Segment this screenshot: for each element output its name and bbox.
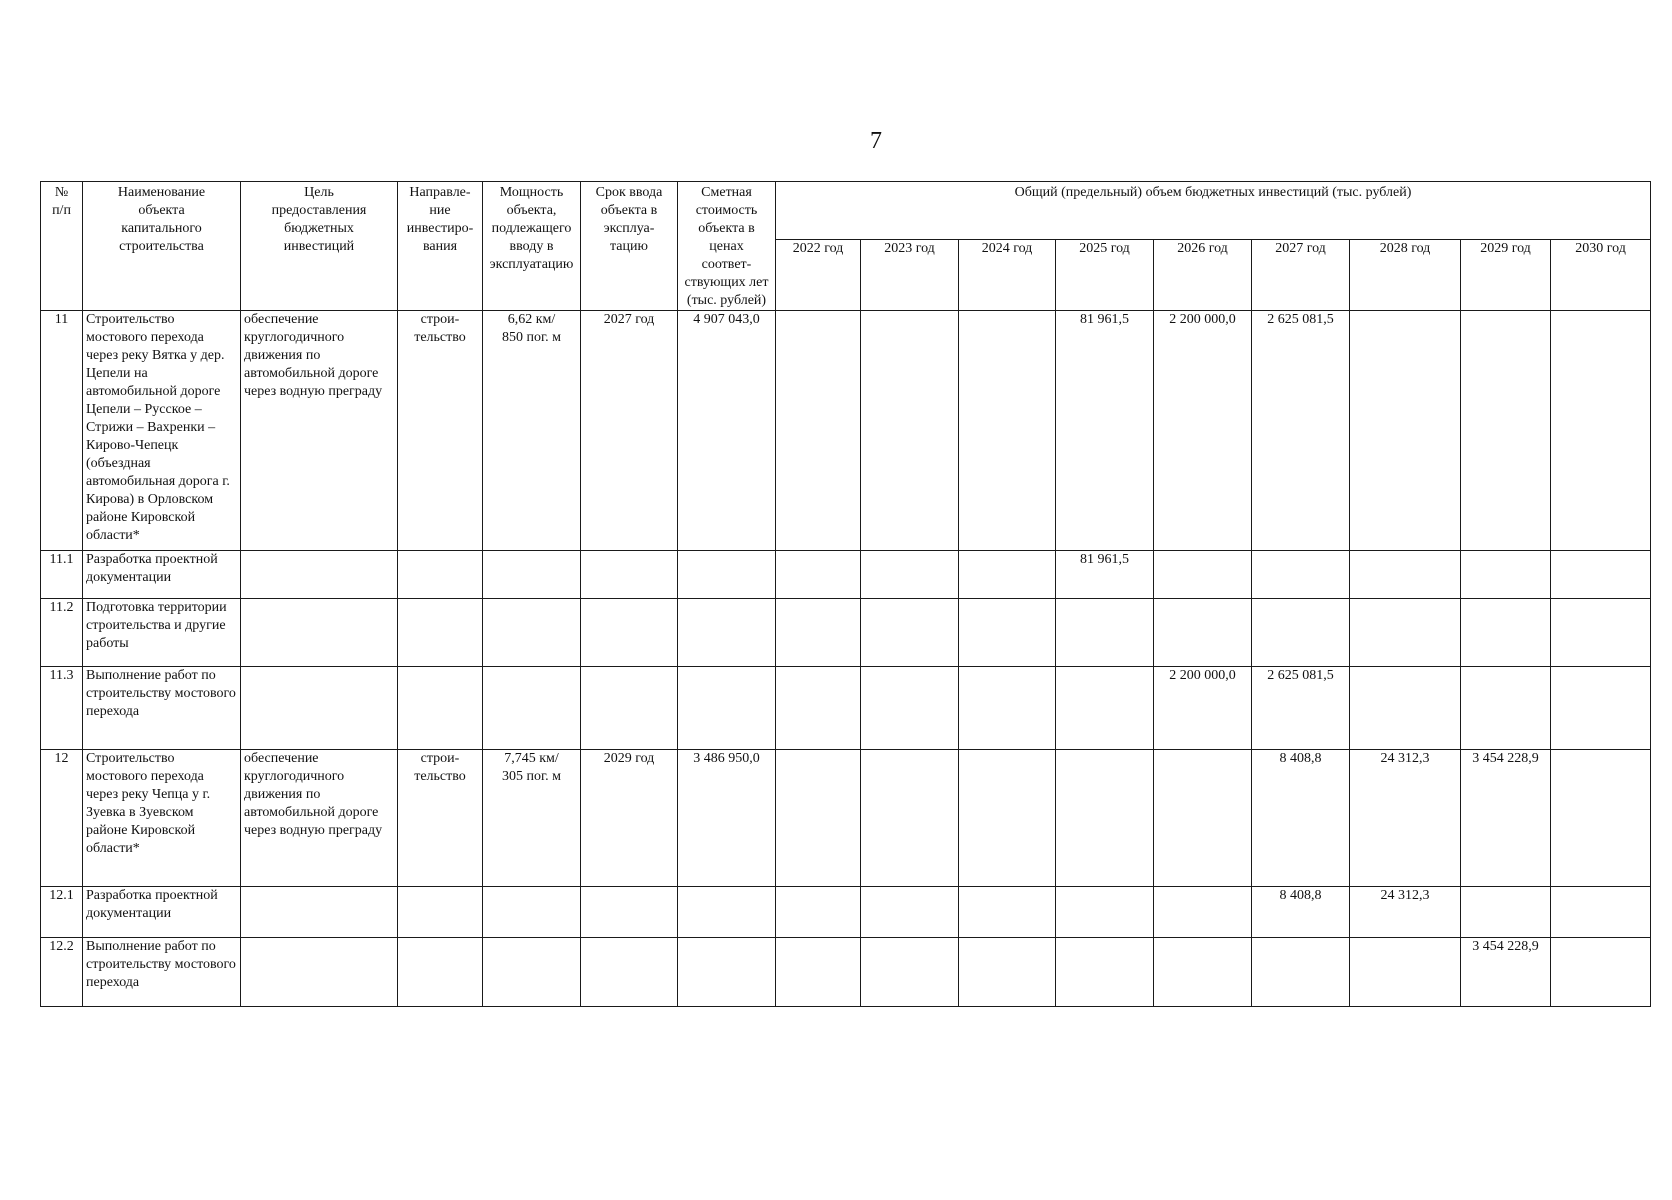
cell-year-amount [861, 938, 959, 1007]
cell-year-amount [1252, 551, 1350, 599]
cell-estimated-cost: 3 486 950,0 [678, 750, 776, 887]
cell-investment-direction [398, 938, 483, 1007]
cell-year-amount [1154, 938, 1252, 1007]
cell-year-amount [1350, 551, 1461, 599]
table-row [41, 887, 1651, 938]
header-year: 2026 год [1154, 240, 1252, 311]
cell-investment-goal [241, 667, 398, 750]
cell-investment-direction [398, 887, 483, 938]
cell-year-amount [1056, 887, 1154, 938]
cell-year-amount: 8 408,8 [1252, 887, 1350, 938]
table-row [41, 938, 1651, 1007]
cell-year-amount: 2 625 081,5 [1252, 667, 1350, 750]
cell-capacity [483, 599, 581, 667]
header-total-investment: Общий (предельный) объем бюджетных инвестиций (тыс. рублей) [776, 182, 1651, 240]
cell-year-amount [959, 667, 1056, 750]
cell-estimated-cost [678, 551, 776, 599]
cell-year-amount [1551, 887, 1651, 938]
cell-commissioning-term [581, 599, 678, 667]
table-row [41, 311, 1651, 551]
cell-year-amount [861, 887, 959, 938]
cell-year-amount [776, 750, 861, 887]
header-year: 2030 год [1551, 240, 1651, 311]
table-row [41, 599, 1651, 667]
cell-estimated-cost [678, 599, 776, 667]
header-year: 2022 год [776, 240, 861, 311]
cell-no: 12.2 [41, 938, 83, 1007]
cell-year-amount [861, 750, 959, 887]
cell-investment-goal [241, 599, 398, 667]
cell-year-amount [776, 551, 861, 599]
cell-year-amount [1056, 599, 1154, 667]
cell-year-amount: 3 454 228,9 [1461, 750, 1551, 887]
cell-year-amount [1551, 667, 1651, 750]
cell-year-amount: 3 454 228,9 [1461, 938, 1551, 1007]
cell-object-name: Выполнение работ по строительству мостового перехода [83, 667, 241, 750]
cell-estimated-cost [678, 667, 776, 750]
cell-year-amount: 2 200 000,0 [1154, 311, 1252, 551]
cell-investment-direction [398, 599, 483, 667]
table-row [41, 551, 1651, 599]
cell-year-amount [861, 667, 959, 750]
header-estimated-cost: Сметная стоимость объекта в ценах соответ- ствующих лет (тыс. рублей) [678, 182, 776, 311]
cell-estimated-cost: 4 907 043,0 [678, 311, 776, 551]
cell-year-amount [959, 938, 1056, 1007]
cell-capacity [483, 887, 581, 938]
cell-year-amount [1350, 599, 1461, 667]
cell-year-amount [861, 599, 959, 667]
header-object-name: Наименование объекта капитального строительства [83, 182, 241, 311]
header-year: 2027 год [1252, 240, 1350, 311]
cell-commissioning-term [581, 551, 678, 599]
cell-estimated-cost [678, 887, 776, 938]
cell-year-amount: 81 961,5 [1056, 311, 1154, 551]
cell-year-amount [1056, 750, 1154, 887]
cell-capacity: 7,745 км/ 305 пог. м [483, 750, 581, 887]
cell-object-name: Разработка проектной документации [83, 887, 241, 938]
cell-capacity [483, 938, 581, 1007]
header-no: № п/п [41, 182, 83, 311]
cell-year-amount [1551, 599, 1651, 667]
header-year: 2024 год [959, 240, 1056, 311]
cell-year-amount [1551, 750, 1651, 887]
header-year: 2028 год [1350, 240, 1461, 311]
cell-year-amount [959, 599, 1056, 667]
cell-year-amount [1154, 887, 1252, 938]
header-commissioning-term: Срок ввода объекта в эксплуа- тацию [581, 182, 678, 311]
cell-commissioning-term: 2029 год [581, 750, 678, 887]
cell-year-amount [776, 887, 861, 938]
cell-investment-direction: строи- тельство [398, 311, 483, 551]
cell-year-amount [861, 551, 959, 599]
table-body [41, 311, 1651, 1007]
cell-year-amount [1056, 938, 1154, 1007]
table-row [41, 750, 1651, 887]
cell-year-amount: 24 312,3 [1350, 887, 1461, 938]
cell-year-amount [1551, 551, 1651, 599]
cell-year-amount [959, 311, 1056, 551]
cell-year-amount [1154, 750, 1252, 887]
cell-year-amount [1154, 551, 1252, 599]
cell-investment-goal: обеспечение круглогодичного движения по автомобильной дороге через водную преграду [241, 750, 398, 887]
cell-object-name: Подготовка территории строительства и другие работы [83, 599, 241, 667]
cell-investment-goal: обеспечение круглогодичного движения по автомобильной дороге через водную преграду [241, 311, 398, 551]
cell-year-amount [1154, 599, 1252, 667]
cell-year-amount [959, 750, 1056, 887]
cell-year-amount [1252, 938, 1350, 1007]
cell-capacity [483, 551, 581, 599]
cell-year-amount [776, 599, 861, 667]
cell-capacity: 6,62 км/ 850 пог. м [483, 311, 581, 551]
cell-year-amount [1461, 667, 1551, 750]
header-row-main [41, 182, 1651, 240]
header-year: 2025 год [1056, 240, 1154, 311]
cell-object-name: Выполнение работ по строительству мостового перехода [83, 938, 241, 1007]
cell-year-amount: 24 312,3 [1350, 750, 1461, 887]
cell-year-amount [1056, 667, 1154, 750]
cell-year-amount: 2 625 081,5 [1252, 311, 1350, 551]
cell-investment-direction [398, 667, 483, 750]
cell-year-amount [1551, 938, 1651, 1007]
cell-no: 11 [41, 311, 83, 551]
cell-year-amount [1461, 311, 1551, 551]
cell-year-amount [776, 667, 861, 750]
cell-commissioning-term [581, 667, 678, 750]
cell-estimated-cost [678, 938, 776, 1007]
cell-year-amount [861, 311, 959, 551]
cell-commissioning-term: 2027 год [581, 311, 678, 551]
cell-year-amount [1350, 938, 1461, 1007]
cell-no: 11.2 [41, 599, 83, 667]
budget-investment-table [40, 181, 1651, 1007]
header-year: 2023 год [861, 240, 959, 311]
cell-year-amount [776, 938, 861, 1007]
table-row [41, 667, 1651, 750]
cell-commissioning-term [581, 938, 678, 1007]
cell-year-amount: 2 200 000,0 [1154, 667, 1252, 750]
cell-year-amount [959, 887, 1056, 938]
cell-capacity [483, 667, 581, 750]
cell-no: 12.1 [41, 887, 83, 938]
cell-year-amount [1551, 311, 1651, 551]
cell-year-amount [1350, 311, 1461, 551]
header-investment-direction: Направле- ние инвестиро- вания [398, 182, 483, 311]
cell-investment-direction: строи- тельство [398, 750, 483, 887]
cell-object-name: Строительство мостового перехода через реку Чепца у г. Зуевка в Зуевском районе Кировской области* [83, 750, 241, 887]
cell-no: 11.3 [41, 667, 83, 750]
cell-object-name: Разработка проектной документации [83, 551, 241, 599]
cell-year-amount [776, 311, 861, 551]
cell-year-amount [1252, 599, 1350, 667]
cell-year-amount [959, 551, 1056, 599]
cell-investment-direction [398, 551, 483, 599]
header-capacity: Мощность объекта, подлежащего вводу в эксплуатацию [483, 182, 581, 311]
cell-year-amount [1461, 551, 1551, 599]
page-number: 7 [870, 128, 882, 154]
cell-no: 11.1 [41, 551, 83, 599]
header-investment-goal: Цель предоставления бюджетных инвестиций [241, 182, 398, 311]
cell-year-amount [1461, 599, 1551, 667]
cell-commissioning-term [581, 887, 678, 938]
cell-year-amount: 8 408,8 [1252, 750, 1350, 887]
cell-investment-goal [241, 887, 398, 938]
cell-no: 12 [41, 750, 83, 887]
cell-investment-goal [241, 938, 398, 1007]
header-year: 2029 год [1461, 240, 1551, 311]
cell-year-amount [1350, 667, 1461, 750]
cell-object-name: Строительство мостового перехода через реку Вятка у дер. Цепели на автомобильной дороге Цепели – Русское – Стрижи – Вахренки – Кирово-Чепецк (объездная автомобильная дорога г. Кирова) в Орловском районе Кировской области* [83, 311, 241, 551]
cell-year-amount: 81 961,5 [1056, 551, 1154, 599]
cell-year-amount [1461, 887, 1551, 938]
cell-investment-goal [241, 551, 398, 599]
